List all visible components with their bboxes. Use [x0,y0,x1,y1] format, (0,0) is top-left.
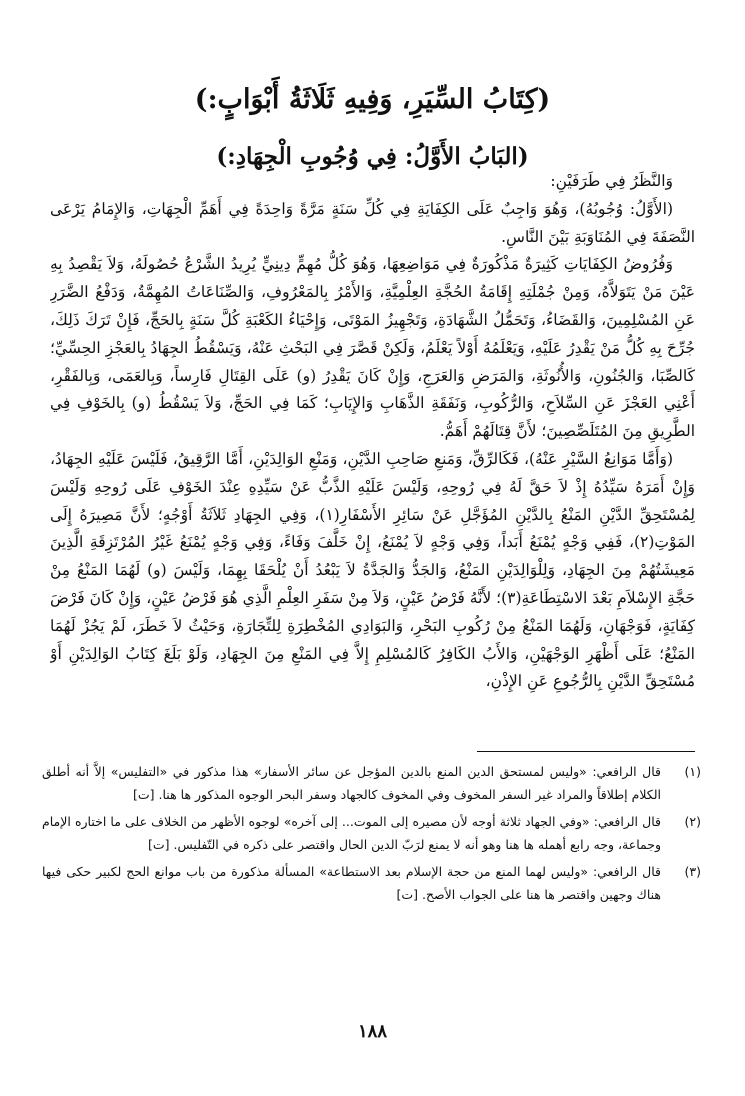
footnote-number: (٢) [684,814,701,829]
footnotes [42,760,703,1030]
footnote-text: قال الرافعي: «وليس لمستحق الدين المنع بالدين المؤجل عن سائر الأسفار» هذا مذكور في «التفليس» إلاَّ أنه أطلق الكلام إطلاقاً والمراد غير السفر المخوف وفي المخوف كالجهاد وسفر البحر الوجوه المذكور ها هنا. [ت] [42,764,661,802]
footnote-item [42,860,703,906]
body-paragraph: وَفُرُوضُ الكِفَايَاتِ كَثِيرَةٌ مَذْكُورَةٌ فِي مَوَاضِعِهَا، وَهُوَ كُلُّ مُهِمٍّ دِينِيٍّ يُرِيدُ الشَّرْعُ حُصُولَهُ، وَلاَ يَقْصِدُ بِهِ عَيْنَ مَنْ يَتَوَلاَّهُ، وَمِنْ جُمْلَتِهِ إِقَامَةُ الحُجَّةِ العِلْمِيَّةِ، وَالأَمْرُ بِالمَعْرُوفِ، وَالصِّنَاعَاتُ المُهِمَّةُ، وَدَفْعُ الضَّرَرِ عَنِ المُسْلِمِينَ، وَالقَضَاءُ، وَتَحَمُّلُ الشَّهَادَةِ، وَتَجْهِيزُ المَوْتَى، وَإِحْيَاءُ الكَعْبَةِ كُلَّ سَنَةٍ بِالحَجِّ، فَإِنْ تَرَكَ ذَلِكَ، جُرِّحَ بِهِ كُلُّ مَنْ يَقْدِرُ عَلَيْهِ، وَيَعْلَمُهُ أَوْلاً يَعْلَمُ، وَلَكِنْ قَصَّرَ فِي البَحْثِ عَنْهُ، وَيَسْقُطُ الجِهَادُ بِالعَجْزِ الحِسِّيِّ؛ كَالصِّبَا، وَالجُنُونِ، وَالأُنُوثَةِ، وَالمَرَضِ وَالعَرَجِ، وَإِنْ كَانَ يَقْدِرُ (و) عَلَى القِتَالِ فَارِساً، وَبِالعَمَى، وَبِالفَقْرِ، أَعْنِي العَجْزَ عَنِ السِّلاَحِ، وَالرُّكُوبِ، وَنَفَقَةِ الذَّهَابِ وَالإِيَابِ؛ كَمَا فِي الحَجِّ، وَلاَ يَسْقُطُ (و) بِالخَوْفِ فِي الطَّرِيقِ مِنَ المُتَلَصِّصِينَ؛ لأَنَّ قِتَالَهُمْ أَهَمُّ. [50,255,695,441]
footnote-text: قال الرافعي: «وليس لهما المنع من حجة الإسلام بعد الاستطاعة» المسألة مذكورة من باب موانع الحج لكبير حكى فيها هناك وجهين واقتصر ها هنا على الجواب الأصح. [ت] [42,864,661,902]
chapter-heading: (البَابُ الأَوَّلُ: فِي وُجُوبِ الْجِهَادِ:) [216,143,529,171]
body-paragraph: وَالنَّظَرُ فِي طَرَفَيْنِ: [550,172,673,190]
footnote-number: (٣) [684,864,701,879]
body-paragraph: (وَأَمَّا مَوَانِعُ السَّيْرِ عَنْهُ)، فَكَالرِّقِّ، وَمَنعِ صَاحِبِ الدَّيْنِ، وَمَنْعِ الوَالِدَيْنِ، أَمَّا الرَّقِيقُ، فَلَيْسَ عَلَيْهِ الجِهَادُ، وَإِنْ أَمَرَهُ سَيِّدُهُ إِذْ لاَ حَقَّ لَهُ فِي رُوحِهِ، وَلَيْسَ عَلَيْهِ الذَّبُّ عَنْ سَيِّدِهِ عِنْدَ الخَوْفِ عَلَى رُوحِهِ وَلَيْسَ لِمُسْتَحِقِّ الدَّيْنِ المَنْعُ بِالدَّيْنِ المُؤَجَّلِ عَنْ سَائِرِ الأَسْفَارِ(١)، وَفِي الجِهَادِ ثَلاَثَةُ أَوْجُهٍ؛ لأَنَّ مَصِيرَهُ إِلَى المَوْتِ(٢)، فَفِي وَجْهٍ يُمْنَعُ أَبَداً، وَفِي وَجْهٍ لاَ يُمْنَعُ، إِنْ خَلَّفَ وَفَاءً، وَفِي وَجْهٍ يُمْنَعُ غَيْرُ المُرْتَزِقَةِ الَّذِينَ مَعِيشَتُهُمْ مِنَ الجِهَادِ، وَلِلْوَالِدَيْنِ المَنْعُ، وَالجَدُّ وَالجَدَّةُ لاَ يَبْعُدُ أَنْ يُلْحَقَا بِهِمَا، وَلَيْسَ (و) لَهُمَا المَنْعُ مِنْ حَجَّةِ الإِسْلاَمِ بَعْدَ الاسْتِطَاعَةِ(٣)؛ لأَنَّهُ فَرْضُ عَيْنٍ، وَلاَ مِنْ سَفَرِ العِلْمِ الَّذِي هُوَ فَرْضُ عَيْنٍ، وَإِنْ كَانَ فَرْضَ كِفَايَةٍ، فَوَجْهَانِ، وَلَهُمَا المَنْعُ مِنْ رُكُوبِ البَحْرِ، وَالبَوَادِي المُخْطِرَةِ لِلتِّجَارَةِ، وَحَيْثُ لاَ خَطَرَ، لَمْ يَجُزْ لَهُمَا المَنْعُ؛ عَلَى أَظْهَرِ الوَجْهَيْنِ، وَالأَبُ الكَافِرُ كَالمُسْلِمِ إِلاَّ فِي المَنْعِ مِنَ الجِهَادِ، وَلَوْ بَلَغَ كِتَابُ الوَالِدَيْنِ أَوْ مُسْتَحِقِّ الدَّيْنِ بِالرُّجُوعِ عَنِ الإِذْنِ، [50,449,695,691]
footnote-item [42,810,703,856]
page-number: ١٨٨ [357,1021,387,1042]
footnote-text: قال الرافعي: «وفي الجهاد ثلاثة أوجه لأن مصيره إلى الموت... إلى آخره» لوجوه الأظهر من الخلاف على ما اختاره الإمام وجماعة، وجه رابع أهمله ها هنا وهو أنه لا يمنع لرَبّ الدين الحال واقتصر على ذكره في التّفليس. [ت] [42,814,661,852]
book-title: (كِتَابُ السِّيَرِ، وَفِيهِ ثَلَاثَةُ أَبْوَابٍ:) [194,84,551,116]
body-text [50,168,695,698]
footnote-number: (١) [684,764,701,779]
footnote-item [42,760,703,806]
body-paragraph: (الأَوَّلُ: وُجُوبُهُ)، وَهُوَ وَاجِبٌ عَلَى الكِفَايَةِ فِي كُلِّ سَنَةٍ مَرَّةً وَاحِدَةً فِي أَهَمِّ الْجِهَاتِ، وَالإِمَامُ يَرْعَى النَّصَفَةَ فِي المُنَاوَبَةِ بَيْنَ النَّاسِ. [50,199,695,246]
footnote-separator [477,751,695,752]
